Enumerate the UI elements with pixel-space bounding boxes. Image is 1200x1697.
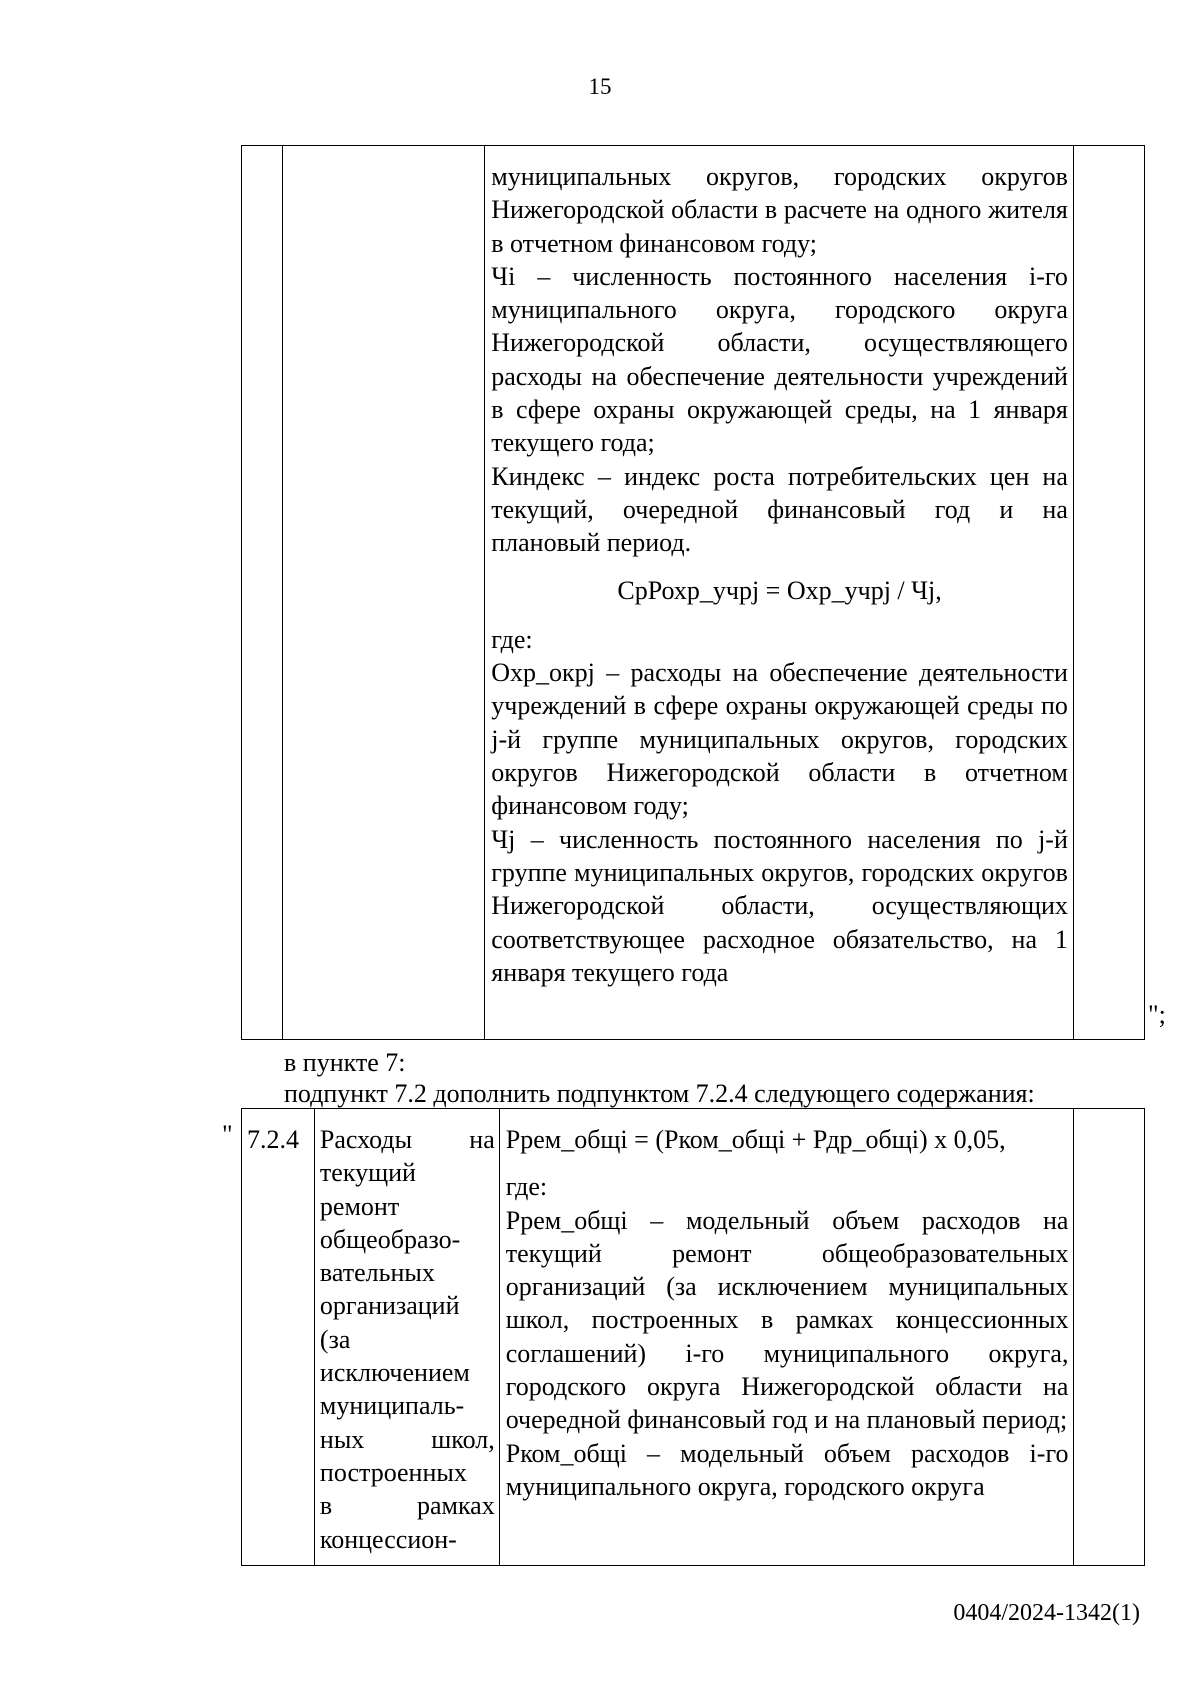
- method-cell: [499, 1109, 1074, 1566]
- name-cell: [314, 1109, 499, 1566]
- formula: СрРохр_учрj = Охр_учрj / Чj,: [617, 575, 942, 605]
- formula: Ррем_общi = (Рком_общi + Рдр_общi) x 0,05,: [505, 1125, 1006, 1154]
- paragraph: Чj – численность постоянного населения по j-й группе муниципальных округов, городских округов Нижегородской области, осуществляющих соответствующее расходное обязательство, на 1 января текущего года: [491, 824, 1068, 987]
- name-line: в рамках: [319, 1491, 495, 1521]
- name-line: текущий: [319, 1158, 416, 1188]
- number-cell: [242, 146, 283, 1040]
- name-line: концессион-: [319, 1524, 457, 1554]
- closing-quote: ";: [1148, 1000, 1166, 1029]
- name-line: вательных: [319, 1258, 435, 1288]
- document-code: 0404/2024-1342(1): [953, 1600, 1140, 1626]
- number-cell: [242, 1109, 315, 1566]
- page-number: 15: [588, 74, 612, 99]
- table-row: [242, 1109, 1145, 1566]
- amendment-line: в пункте 7:: [284, 1048, 406, 1077]
- name-cell: [283, 146, 485, 1040]
- paragraph: муниципальных округов, городских округов Нижегородской области в расчете на одного жителя в отчетном финансовом году;: [491, 162, 1068, 258]
- name-line: исключением: [319, 1358, 470, 1388]
- item-number: 7.2.4: [247, 1125, 299, 1154]
- continued-table: [241, 145, 1145, 1040]
- name-line: организаций: [319, 1291, 460, 1321]
- opening-quote: ": [222, 1120, 233, 1149]
- name-line: общеобразо-: [319, 1224, 461, 1254]
- name-line: построенных: [319, 1457, 467, 1487]
- name-line: ных школ,: [319, 1424, 495, 1454]
- name-line: Расходы на: [319, 1125, 495, 1154]
- paragraph: Охр_окрj – расходы на обеспечение деятельности учреждений в сфере охраны окружающей среды по j-й группе муниципальных округов, городских округов Нижегородской области в отчетном финансовом году;: [491, 658, 1068, 821]
- paragraph: Рком_общi – модельный объем расходов i-го муниципального округа, городского округа: [505, 1438, 1069, 1501]
- method-cell: [485, 146, 1074, 1040]
- paragraph: Киндекс – индекс роста потребительских цен на текущий, очередной финансовый год и на плановый период.: [491, 461, 1068, 558]
- name-line: муниципаль-: [319, 1391, 465, 1421]
- amendment-line: подпункт 7.2 дополнить подпунктом 7.2.4 следующего содержания:: [284, 1079, 1035, 1108]
- empty-cell: [1074, 1109, 1145, 1566]
- amendment-table: [241, 1108, 1145, 1566]
- paragraph: Ррем_общi – модельный объем расходов на текущий ремонт общеобразовательных организаций (за исключением муниципальных школ, построенных в рамках концессионных соглашений) i-го муниципального округа, городского округа Нижегородской области на очередной финансовый год и на плановый период;: [505, 1205, 1069, 1435]
- where-label: где:: [505, 1172, 548, 1202]
- paragraph: Чi – численность постоянного населения i-го муниципального округа, городского округа Нижегородской области, осуществляющего расходы на обеспечение деятельности учреждений в сфере охраны окружающей среды, на 1 января текущего года;: [491, 261, 1068, 458]
- where-label: где:: [491, 624, 533, 654]
- name-line: (за: [319, 1324, 351, 1354]
- name-line: ремонт: [319, 1191, 400, 1221]
- table-row: [242, 146, 1145, 1040]
- empty-cell: [1073, 146, 1144, 1040]
